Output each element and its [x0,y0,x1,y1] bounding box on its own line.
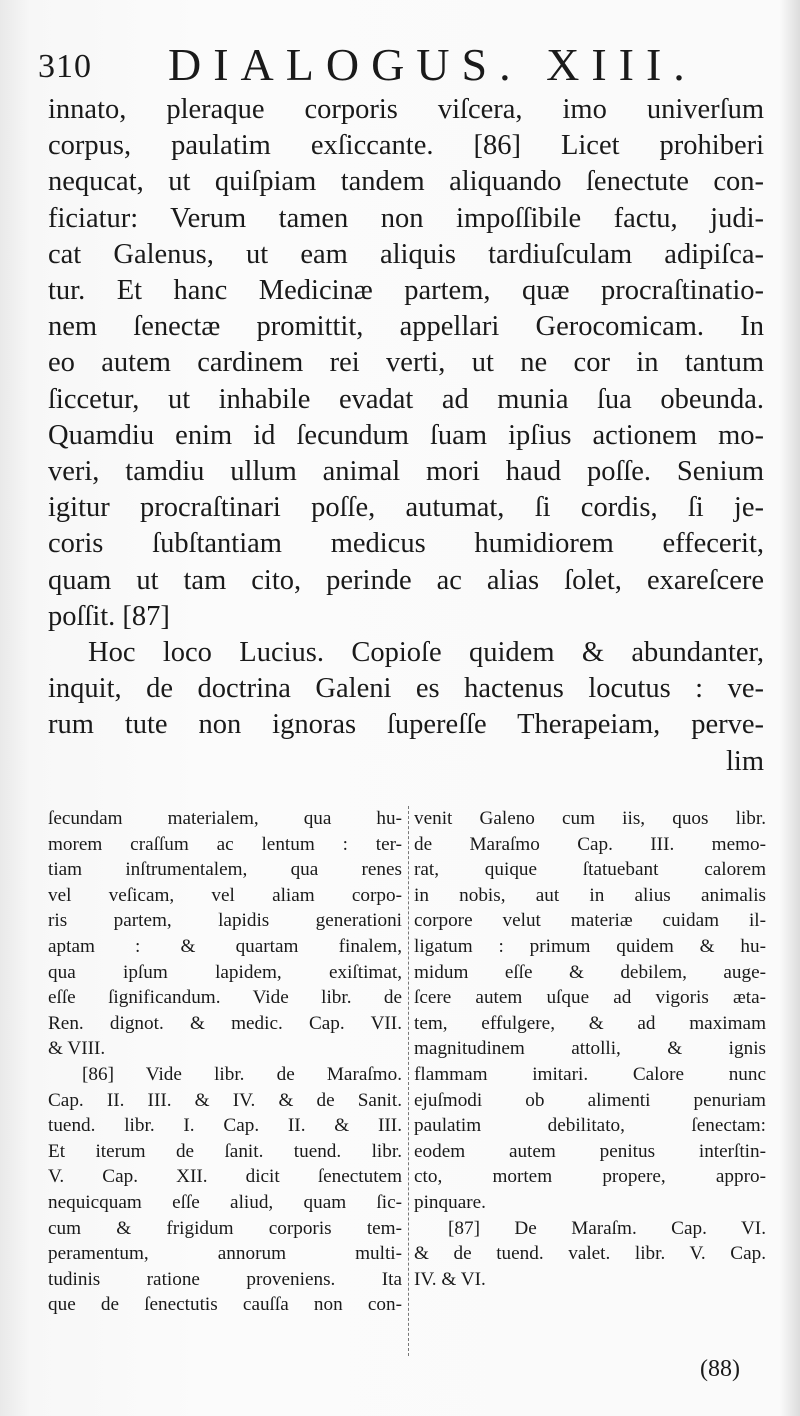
note-line: flammam imitari. Calore nunc [414,1063,766,1085]
note-line: V. Cap. XII. dicit ſenectutem [48,1166,402,1188]
text-line: Quamdiu enim id ſecundum ſuam ipſius actionem mo- [48,419,764,451]
note-line: ejuſmodi ob alimenti penuriam [414,1089,766,1111]
text-line: tur. Et hanc Medicinæ partem, quæ procraſtinatio- [48,275,764,307]
text-line: ſiccetur, ut inhabile evadat ad munia ſua obeunda. [48,383,764,415]
note-line: ſecundam materialem, qua hu- [48,808,402,829]
note-line: tiam inſtrumentalem, qua renes [48,859,402,881]
text-line: poſſit. [87] [48,600,170,632]
text-line: Hoc loco Lucius. Copioſe quidem & abundanter, [88,637,764,669]
note-line: cum & frigidum corporis tem- [48,1217,402,1239]
note-line: corpore velut materiæ cuidam il- [414,910,766,932]
note-line: rat, quique ſtatuebant calorem [414,859,766,881]
note-line: tem, effulgere, & ad maximam [414,1012,766,1034]
text-line: quam ut tam cito, perinde ac alias ſolet, exareſcere [48,564,764,596]
note-line: eodem autem penitus interſtin- [414,1140,766,1162]
note-line: ligatum : primum quidem & hu- [414,935,766,957]
text-line: ficiatur: Verum tamen non impoſſibile factu, judi- [48,202,764,234]
note-line: morem craſſum ac lentum : ter- [48,833,402,855]
note-line: de Maraſmo Cap. III. memo- [414,833,766,855]
note-line: cto, mortem propere, appro- [414,1166,766,1188]
footnotes-left-column [48,806,402,1318]
note-line: IV. & VI. [414,1268,486,1290]
catchword: lim [725,745,764,777]
note-line: eſſe ſignificandum. Vide libr. de [48,987,402,1009]
note-line: paulatim debilitato, ſenectam: [414,1115,766,1137]
note-line: pinquare. [414,1191,486,1213]
note-line: midum eſſe & debilem, auge- [414,961,766,983]
note-line: Ren. dignot. & medic. Cap. VII. [48,1012,402,1034]
note-line: vel veſicam, vel aliam corpo- [48,884,402,906]
note-line: tuend. libr. I. Cap. II. & III. [48,1115,402,1137]
page-header [38,38,778,98]
note-line: ris partem, lapidis generationi [48,910,402,932]
note-line: venit Galeno cum iis, quos libr. [414,808,766,829]
note-line: aptam : & quartam finalem, [48,935,402,957]
text-line: eo autem cardinem rei verti, ut ne cor in tantum [48,347,764,379]
note-line: tudinis ratione proveniens. Ita [48,1268,402,1290]
text-line: corpus, paulatim exſiccante. [86] Licet prohiberi [48,130,764,162]
text-line: veri, tamdiu ullum animal mori haud poſſe. Senium [48,456,764,488]
footnotes [48,806,766,1366]
note-line: qua ipſum lapidem, exiſtimat, [48,961,402,983]
note-line: Cap. II. III. & IV. & de Sanit. [48,1089,402,1111]
running-title: DIALOGUS. XIII. [168,39,697,90]
footnotes-right-column [414,806,766,1292]
note-line: [87] De Maraſm. Cap. VI. [448,1217,766,1239]
note-line: peramentum, annorum multi- [48,1243,402,1265]
text-line: coris ſubſtantiam medicus humidiorem effecerit, [48,528,764,560]
text-line: innato, pleraque corporis viſcera, imo univerſum [48,94,764,125]
column-divider [408,806,409,1356]
text-line: igitur procraſtinari poſſe, autumat, ſi cordis, ſi je- [48,492,764,524]
note-line: in nobis, aut in alius animalis [414,884,766,906]
note-line: que de ſenectutis cauſſa non con- [48,1294,402,1316]
note-line: [86] Vide libr. de Maraſmo. [82,1063,402,1085]
note-line: magnitudinem attolli, & ignis [414,1038,766,1060]
text-line: nequcat, ut quiſpiam tandem aliquando ſenectute con- [48,166,764,198]
note-line: nequicquam eſſe aliud, quam ſic- [48,1191,402,1213]
text-line: cat Galenus, ut eam aliquis tardiuſculam adipiſca- [48,238,764,270]
note-line: & de tuend. valet. libr. V. Cap. [414,1243,766,1265]
page-number: 310 [38,48,92,85]
text-line: rum tute non ignoras ſupereſſe Therapeiam, perve- [48,709,764,741]
text-line: nem ſenectæ promittit, appellari Gerocomicam. In [48,311,764,343]
main-text-block [48,92,764,780]
note-line: ſcere autem uſque ad vigoris æta- [414,987,766,1009]
note-line: & VIII. [48,1038,106,1060]
note-line: Et iterum de ſanit. tuend. libr. [48,1140,402,1162]
text-line: inquit, de doctrina Galeni es hactenus locutus : ve- [48,673,764,705]
signature-mark: (88) [700,1356,740,1382]
